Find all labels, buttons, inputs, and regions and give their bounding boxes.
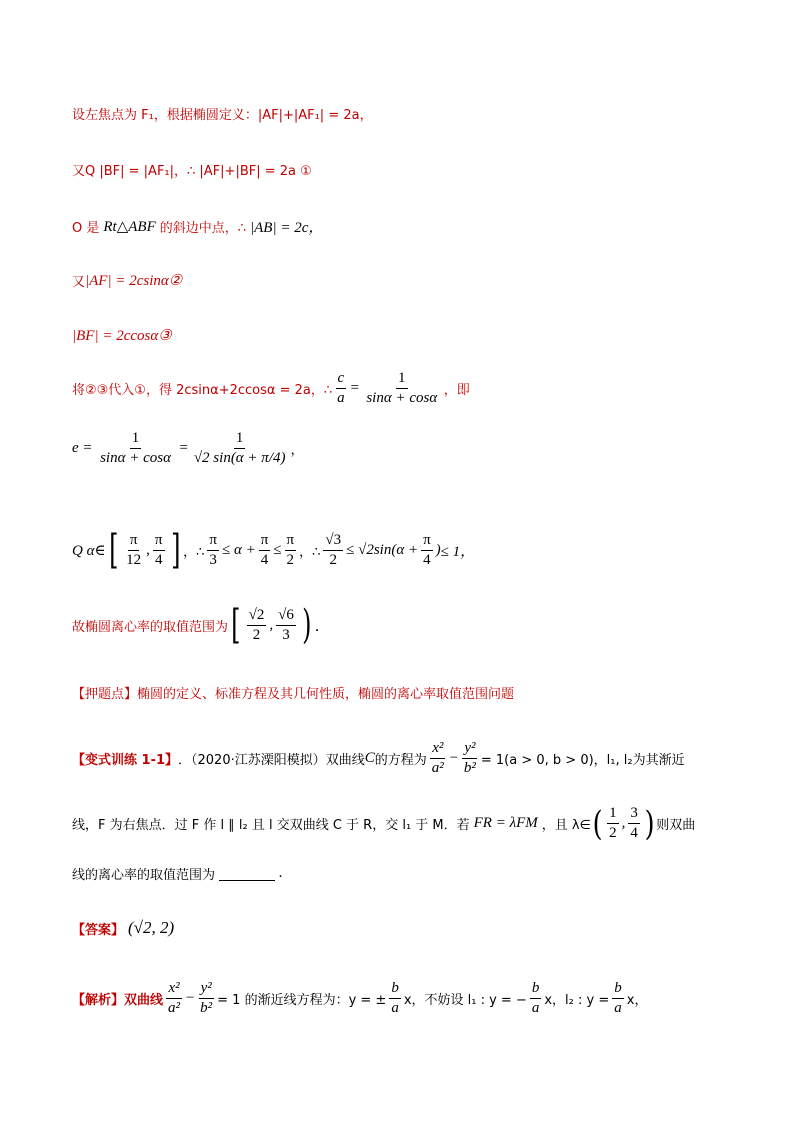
slope-1: $\frac{b}{a}$ — [391, 980, 399, 1016]
line3-c: 的斜边中点，∴ — [159, 221, 247, 236]
lambda-upper: $\frac{3}{4}$ — [630, 805, 638, 841]
slope-3: $\frac{b}{a}$ — [614, 980, 622, 1016]
frac-pi-4-b: $\frac{\pi}{4}$ — [423, 531, 431, 568]
line15-b: = 1 的渐近线方程为：y = ± — [217, 993, 387, 1008]
fraction-1-over-sin-cos: $\frac{1}{\sin\alpha + \cos\alpha}$ — [366, 370, 438, 406]
vector-equation: FR = λFM — [473, 815, 538, 831]
line15-e: x， — [626, 993, 648, 1008]
interval-lower: $\frac{\pi}{12}$ — [126, 531, 142, 568]
hyperbola-x-term: $\frac{\text{x²}}{\text{a²}}$ — [431, 740, 444, 776]
key-point-text: 【押题点】椭圆的定义、标准方程及其几何性质，椭圆的离心率取值范围问题 — [72, 687, 515, 702]
text-line-4 — [72, 271, 182, 290]
line8-b: ，∴ — [183, 544, 205, 560]
line12-a: 线，F 为右焦点．过 F 作 l ∥ l₂ 且 l 交双曲线 C 于 R，交 l₁ 于 M．若 — [72, 818, 470, 833]
line7-a: e = — [72, 440, 93, 456]
hyperbola-y-term: $\frac{\text{y²}}{\text{b²}}$ — [463, 740, 476, 776]
line3-a: O 是 — [72, 221, 100, 236]
line15-c: x，不妨设 l₁ : y = − — [403, 993, 527, 1008]
line7-b: ， — [290, 443, 304, 458]
line8-c: ，∴ — [299, 544, 321, 560]
line11-b: = 1(a > 0, b > 0)，l₁, l₂为其渐近 — [480, 753, 685, 768]
frac-pi-2: $\frac{\pi}{2}$ — [286, 531, 295, 568]
frac-pi-3: $\frac{\pi}{3}$ — [209, 531, 217, 568]
text-line-10 — [72, 683, 514, 702]
text-line-1 — [72, 104, 373, 123]
line12-c: 则双曲 — [656, 818, 696, 833]
range-upper: $\frac{√6}{3}$ — [278, 606, 294, 643]
text-line-2 — [72, 160, 312, 179]
interval-upper: $\frac{\pi}{4}$ — [154, 531, 163, 568]
text-line-13: 线的离心率的取值范围为 . — [72, 865, 283, 883]
text-line-6: 将②③代入①，得 2csinα+2ccosα = 2a，∴ $\frac{c}{a}$ = $\frac{1}{\sin\alpha + \cos\alpha}$ ，即 — [72, 370, 470, 406]
line8-a: Q α∈ — [72, 542, 106, 559]
analysis-y-term: $\frac{\text{y²}}{\text{b²}}$ — [200, 980, 213, 1016]
frac-pi-4: $\frac{\pi}{4}$ — [260, 531, 269, 568]
line6-a: 将②③代入①，得 2csinα+2ccosα = 2a，∴ — [72, 383, 333, 398]
line3-b: Rt△ABF — [103, 219, 156, 235]
line1-text: 设左焦点为 F₁，根据椭圆定义：|AF|+|AF₁| = 2a， — [72, 108, 373, 123]
lambda-lower: $\frac{1}{2}$ — [609, 805, 617, 841]
text-line-15: 【解析】双曲线 $\frac{\text{x²}}{\text{a²}}$ − $\frac{\text{y²}}{\text{b²}}$ = 1 的渐近线方程为：y = ± $\frac{b}{a}$ x，不妨设 l₁ : y = − $\frac{b}{a}$ x，l₂ : y = $\frac{b}{a}$ x， — [72, 980, 648, 1016]
line12-b: ，且 λ∈ — [541, 818, 591, 833]
analysis-x-term: $\frac{\text{x²}}{\text{a²}}$ — [168, 980, 181, 1016]
line13-text: 线的离心率的取值范围为 — [72, 868, 216, 883]
line4-a: 又 — [72, 275, 86, 290]
answer-value: (√2, 2) — [128, 918, 175, 937]
line5-text: |BF| = 2ccosα③ — [72, 328, 172, 344]
text-line-7: e = $\frac{1}{\sin\alpha + \cos\alpha}$ = $\frac{1}{√2 \sin(\alpha + \pi/4)}$ ， — [72, 430, 304, 466]
text-line-9: 故椭圆离心率的取值范围为 [ $\frac{√2}{2}$ , $\frac{√6}{3}$ ) ． — [72, 602, 330, 648]
slope-2: $\frac{b}{a}$ — [531, 980, 540, 1016]
text-line-14 — [72, 918, 174, 938]
line9-text: 故椭圆离心率的取值范围为 — [72, 619, 229, 635]
text-line-12: 线，F 为右焦点．过 F 作 l ∥ l₂ 且 l 交双曲线 C 于 R，交 l₁ 于 M．若 FR = λFM ，且 λ∈ ( $\frac{1}{2}$ , $\frac{3}{4}$ ) 则双曲 — [72, 803, 696, 844]
line8-d: ≤ 1， — [440, 543, 476, 560]
analysis-label: 【解析】双曲线 — [72, 993, 164, 1008]
eccentricity-frac-1: $\frac{1}{\sin\alpha + \cos\alpha}$ — [100, 430, 171, 466]
frac-sqrt3-2: $\frac{√3}{2}$ — [325, 531, 342, 568]
line2-text: 又Q |BF| = |AF₁|，∴ |AF|+|BF| = 2a ① — [72, 164, 312, 179]
answer-label: 【答案】 — [72, 922, 125, 938]
fraction-c-over-a: $\frac{c}{a}$ — [337, 370, 345, 406]
line3-d: |AB| = 2c， — [250, 220, 324, 236]
line4-b: |AF| = 2csinα② — [85, 273, 183, 289]
answer-blank[interactable] — [219, 866, 275, 881]
range-lower: $\frac{√2}{2}$ — [248, 606, 265, 643]
text-line-5 — [72, 326, 172, 345]
line15-d: x，l₂ : y = — [544, 993, 610, 1008]
text-line-8: Q α∈ [ $\frac{\pi}{12}$ , $\frac{\pi}{4}$ ] ，∴ $\frac{\pi}{3}$ ≤ α + $\frac{\pi}{4}$ ≤ $\frac{\pi}{2}$ ，∴ $\frac{√3}{2}$ ≤ √2sin(α + $\frac{\pi}{4}$ ) ≤ 1， — [72, 527, 476, 573]
eccentricity-frac-2: $\frac{1}{√2 \sin(\alpha + \pi/4)}$ — [193, 430, 286, 466]
line6-b: ，即 — [443, 383, 470, 398]
text-line-3 — [72, 216, 323, 237]
text-line-11: 【变式训练 1-1】 ．（2020·江苏溧阳模拟）双曲线 C 的方程为 $\frac{\text{x²}}{\text{a²}}$ − $\frac{\text{y²}}{\text{b²}}$ = 1(a > 0, b > 0)，l₁, l₂为其渐近 — [72, 740, 685, 776]
